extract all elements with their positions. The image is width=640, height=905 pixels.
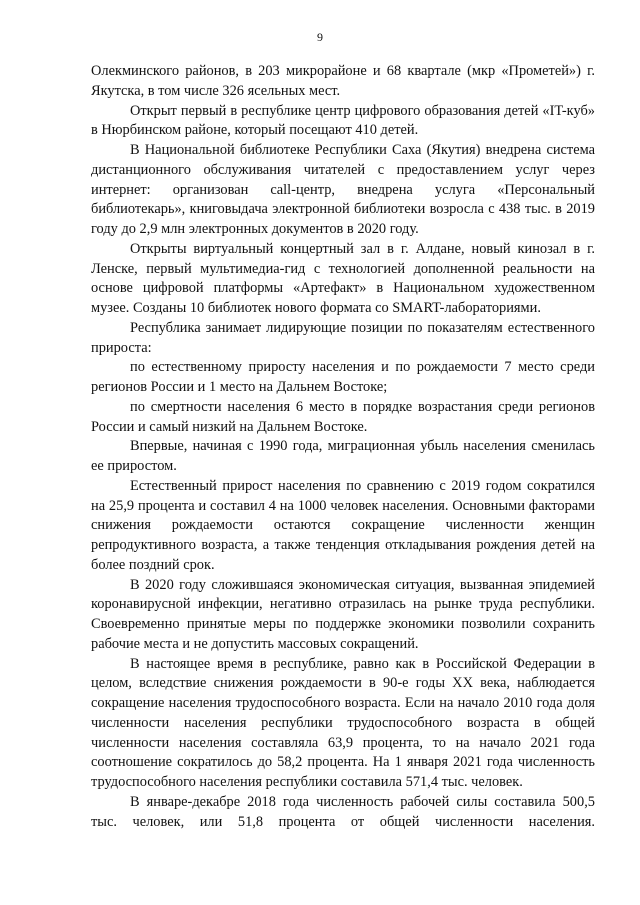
paragraph: Открыты виртуальный концертный зал в г. Алдане, новый кинозал в г. Ленске, первый мультимедиа-гид с технологией дополненной реальности на основе цифровой платформы «Артефакт» в Национальном художественном музее. Созданы 10 библиотек нового формата со SMART-лабораториями.: [91, 240, 595, 316]
paragraph: В январе-декабре 2018 года численность рабочей силы составила 500,5 тыс. человек, или 51,8 процента от общей численности населения.: [91, 793, 595, 830]
paragraph: Впервые, начиная с 1990 года, миграционная убыль населения сменилась ее приростом.: [91, 438, 595, 474]
paragraph: Естественный прирост населения по сравнению с 2019 годом сократился на 25,9 процента и составил 4 на 1000 человек населения. Основными факторами снижения рождаемости остаются сокращение численности женщин репродуктивного возраста, а также тенденция откладывания рождения детей на более поздний срок.: [91, 477, 595, 573]
paragraph-continuation: Олекминского районов, в 203 микрорайоне и 68 квартале (мкр «Прометей») г. Якутска, в том числе 326 ясельных мест.: [91, 63, 595, 99]
paragraph: Открыт первый в республике центр цифрового образования детей «IT-куб» в Нюрбинском районе, который посещают 410 детей.: [91, 102, 595, 139]
paragraph: В 2020 году сложившаяся экономическая ситуация, вызванная эпидемией коронавирусной инфекции, негативно отразилась на рынке труда республики. Своевременно принятые меры по поддержке экономики позволили сохранить рабочие места и не допустить массовых сокращений.: [91, 576, 595, 652]
document-body: [91, 62, 595, 832]
list-item: по смертности населения 6 место в порядке возрастания среди регионов России и самый низкий на Дальнем Востоке.: [91, 398, 595, 435]
paragraph: В настоящее время в республике, равно как в Российской Федерации в целом, вследствие снижения рождаемости в 90-е годы XX века, наблюдается сокращение населения трудоспособного возраста. Если на начало 2010 года доля численности населения республики трудоспособного возраста в общей численности населения составляла 63,9 процента, то на начало 2021 года соотношение сократилось до 58,2 процента. На 1 января 2021 года численность трудоспособного населения республики составила 571,4 тыс. человек.: [91, 655, 595, 790]
paragraph: Республика занимает лидирующие позиции по показателям естественного прироста:: [91, 319, 595, 356]
list-item: по естественному приросту населения и по рождаемости 7 место среди регионов России и 1 место на Дальнем Востоке;: [91, 359, 595, 395]
paragraph: В Национальной библиотеке Республики Саха (Якутия) внедрена система дистанционного обслуживания читателей с предоставлением услуг через интернет: организован call-центр, внедрена услуга «Персональный библиотекарь», книговыдача электронной библиотеки возросла с 438 тыс. в 2019 году до 2,9 млн электронных документов в 2020 году.: [91, 142, 595, 237]
page-number: 9: [317, 30, 323, 44]
